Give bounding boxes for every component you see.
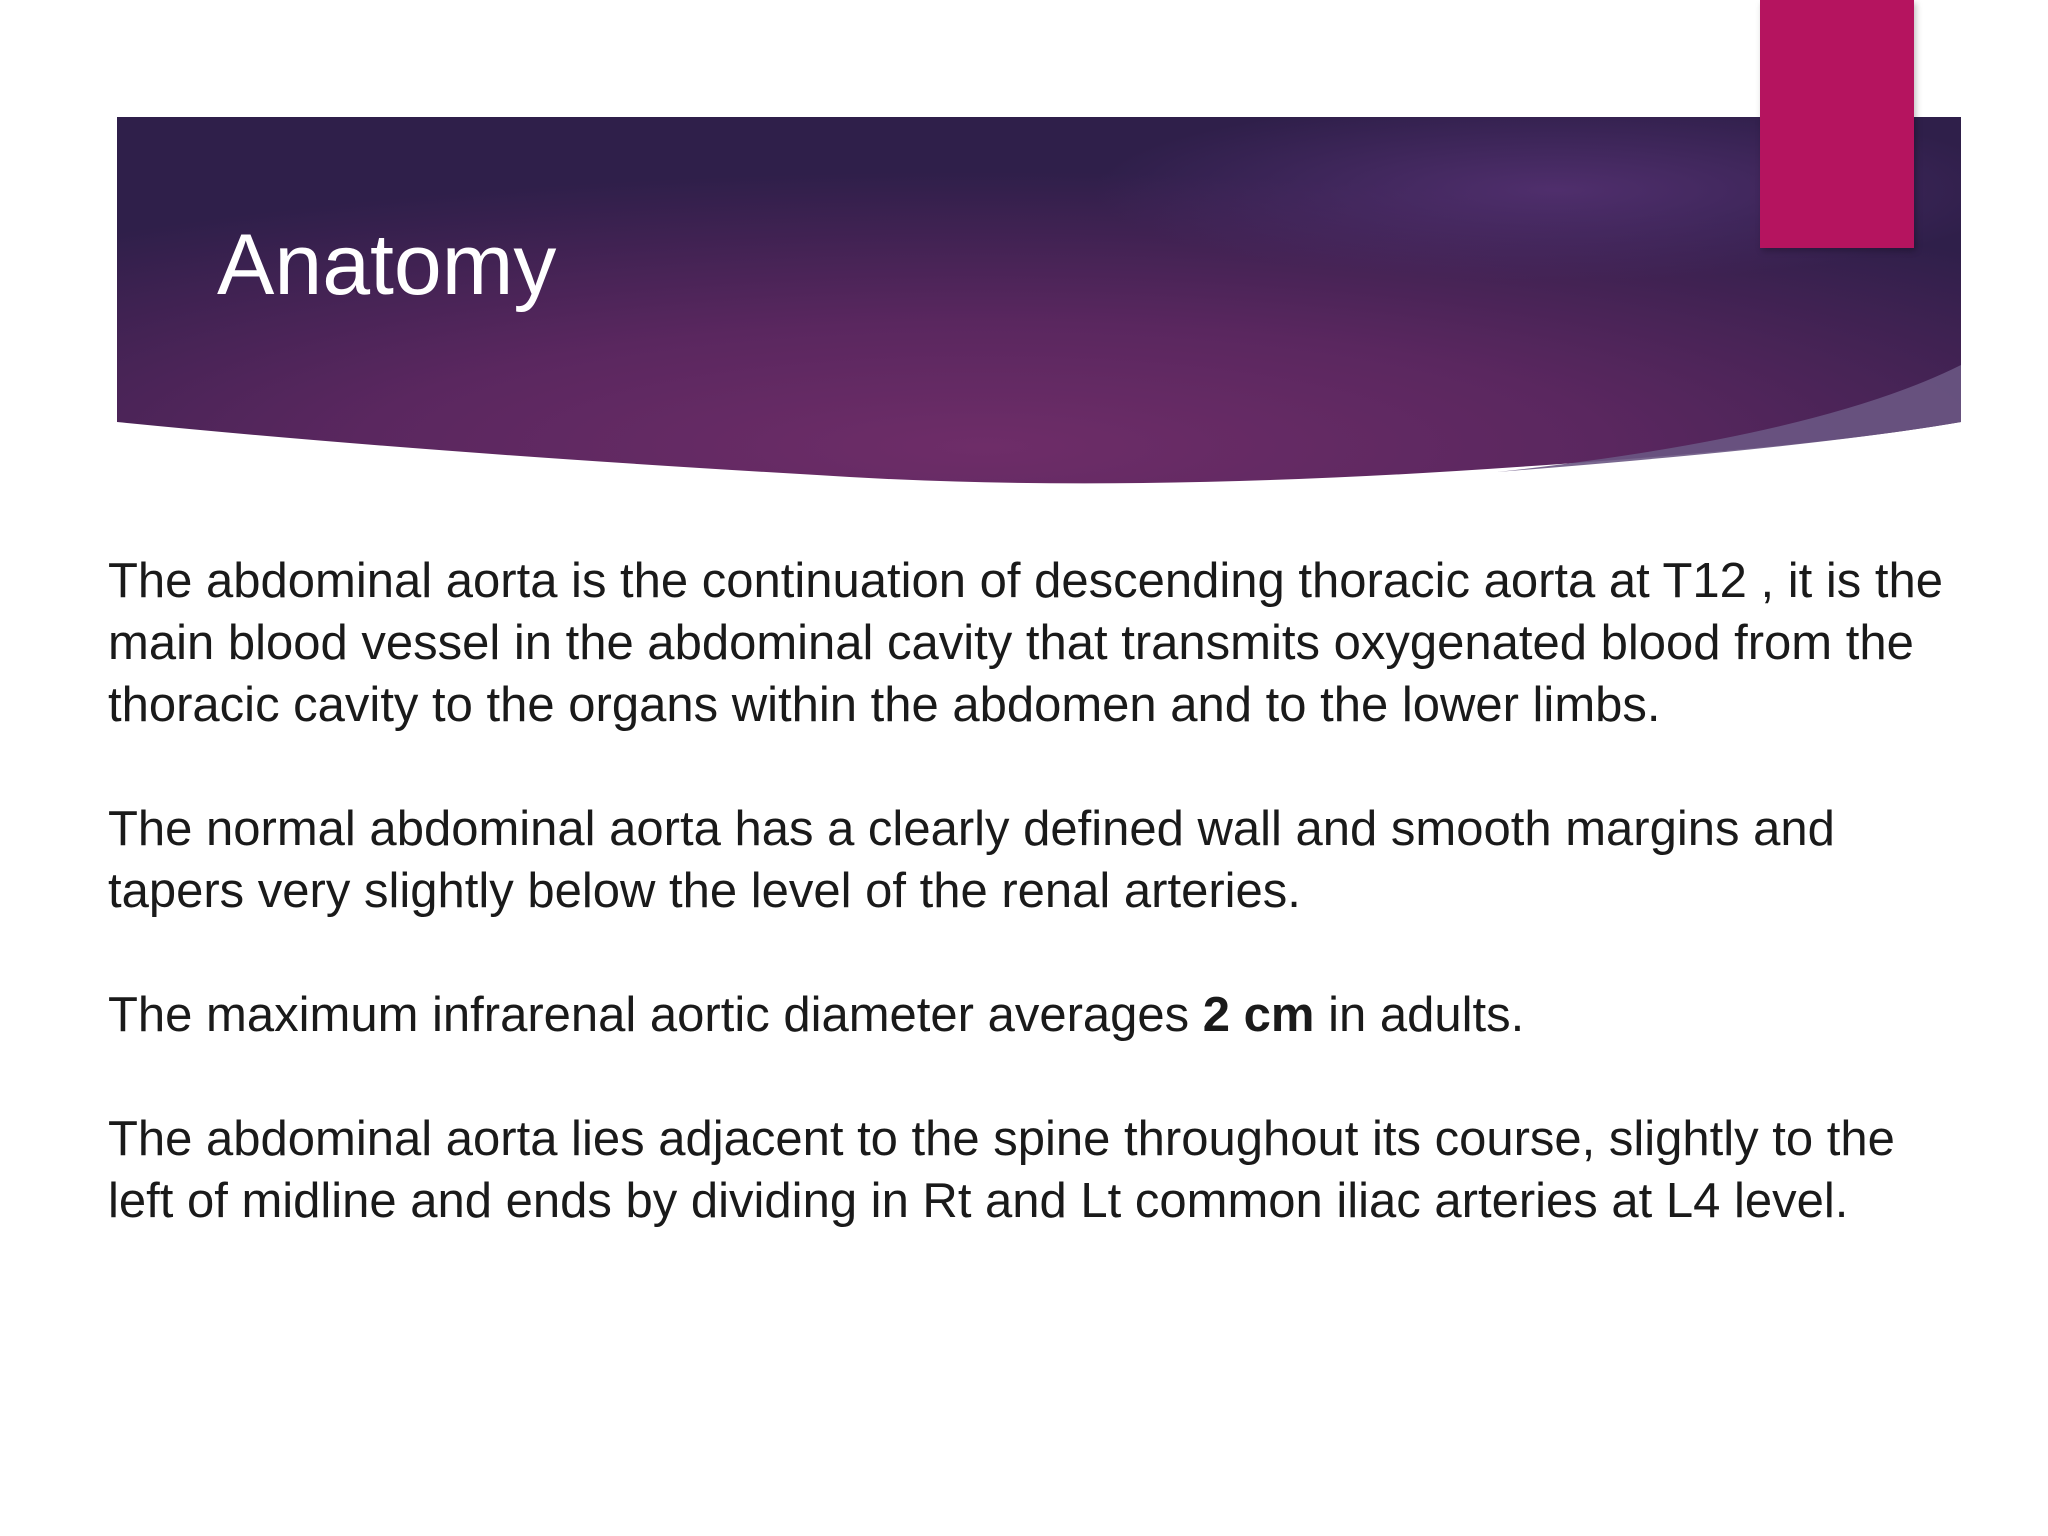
diameter-value: 2 cm — [1202, 988, 1315, 1042]
paragraph-normal-appearance: The normal abdominal aorta has a clearly defined wall and smooth margins and tapers very slightly below the level of the renal arteries. — [108, 802, 1835, 918]
paragraph-course: The abdominal aorta lies adjacent to the spine throughout its course, slightly to the left of midline and ends by dividing in Rt and Lt common iliac arteries at L4 level. — [108, 1112, 1895, 1228]
paragraph-definition: The abdominal aorta is the continuation of descending thoracic aorta at T12 , it is the main blood vessel in the abdominal cavity that transmits oxygenated blood from the thoracic cavity to the organs within the abdomen and to the lower limbs. — [108, 554, 1943, 732]
slide-title: Anatomy — [217, 217, 557, 313]
diameter-text-after: in adults. — [1314, 988, 1525, 1042]
diameter-text-before: The maximum infrarenal aortic diameter averages — [108, 988, 1203, 1042]
slide-body — [108, 550, 1968, 1294]
paragraph-diameter — [108, 984, 1968, 1046]
accent-tab — [1760, 0, 1914, 248]
